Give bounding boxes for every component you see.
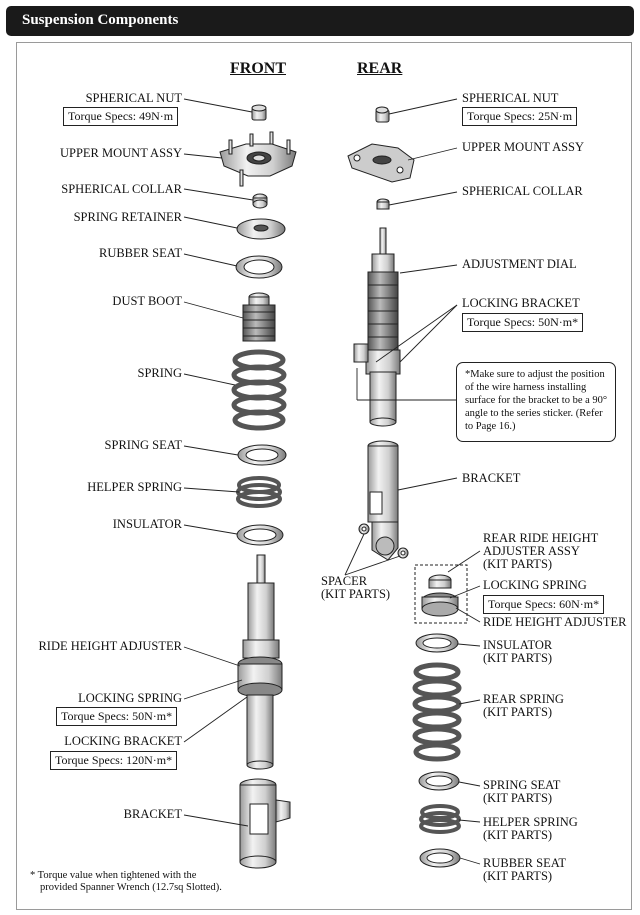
front-spherical-collar bbox=[253, 194, 267, 208]
rear-insulator bbox=[416, 634, 458, 652]
rear-insulator-label-2: (KIT PARTS) bbox=[483, 651, 553, 665]
rear-insulator-label-1: INSULATOR bbox=[483, 638, 553, 652]
rear-spherical-nut-torque: Torque Specs: 25N·m bbox=[462, 107, 577, 126]
rear-rubber-seat-label-1: RUBBER SEAT bbox=[483, 856, 567, 870]
rear-spring-seat-label-2: (KIT PARTS) bbox=[483, 791, 553, 805]
front-ride-height-adjuster-label: RIDE HEIGHT ADJUSTER bbox=[38, 639, 182, 653]
rear-spacer-label-1: SPACER bbox=[321, 574, 368, 588]
front-locking-bracket-label: LOCKING BRACKET bbox=[64, 734, 182, 748]
front-spring-seat bbox=[238, 445, 286, 465]
rear-ride-height-adjuster-assy-label-1: REAR RIDE HEIGHT bbox=[483, 531, 599, 545]
front-dust-boot-label: DUST BOOT bbox=[112, 294, 182, 308]
front-rubber-seat bbox=[236, 256, 282, 278]
front-spring bbox=[234, 352, 284, 428]
rear-helper-spring-label-2: (KIT PARTS) bbox=[483, 828, 553, 842]
front-helper-spring-label: HELPER SPRING bbox=[87, 480, 182, 494]
rear-upper-mount bbox=[348, 144, 414, 182]
front-locking-bracket-torque: Torque Specs: 120N·m* bbox=[50, 751, 177, 770]
footnote-line-1: * Torque value when tightened with the bbox=[30, 870, 197, 881]
rear-ride-height-adjuster-assy-label-2: ADJUSTER ASSY bbox=[483, 544, 580, 558]
front-spring-retainer bbox=[237, 219, 285, 239]
rear-spring bbox=[415, 665, 459, 759]
footnote-line-2: provided Spanner Wrench (12.7sq Slotted). bbox=[40, 882, 222, 893]
torque-footnote bbox=[30, 870, 222, 894]
front-locking-spring-label: LOCKING SPRING bbox=[78, 691, 182, 705]
rear-shock-upper bbox=[354, 228, 400, 426]
page-title: Suspension Components bbox=[22, 12, 179, 28]
rear-spherical-collar-label: SPHERICAL COLLAR bbox=[462, 184, 583, 198]
front-bracket-label: BRACKET bbox=[123, 807, 182, 821]
front-bracket bbox=[240, 779, 290, 868]
rear-rubber-seat-label-2: (KIT PARTS) bbox=[483, 869, 553, 883]
front-upper-mount bbox=[220, 132, 296, 186]
rear-spring-seat-label-1: SPRING SEAT bbox=[483, 778, 561, 792]
rear-spherical-nut bbox=[376, 107, 389, 122]
rear-helper-spring bbox=[421, 806, 459, 832]
rear-spring-label-2: (KIT PARTS) bbox=[483, 705, 553, 719]
rear-locking-bracket-label: LOCKING BRACKET bbox=[462, 296, 580, 310]
rear-bracket-label: BRACKET bbox=[462, 471, 521, 485]
front-spring-label: SPRING bbox=[137, 366, 182, 380]
rear-locking-spring-label: LOCKING SPRING bbox=[483, 578, 587, 592]
front-rubber-seat-label: RUBBER SEAT bbox=[98, 246, 182, 260]
rear-ride-height-adjuster-assy-label-3: (KIT PARTS) bbox=[483, 557, 553, 571]
rear-bracket bbox=[368, 441, 398, 560]
front-spherical-collar-label: SPHERICAL COLLAR bbox=[61, 182, 182, 196]
front-insulator bbox=[237, 525, 283, 545]
rear-locking-spring-torque: Torque Specs: 60N·m* bbox=[483, 595, 604, 614]
harness-position-note: *Make sure to adjust the position of the wire harness installing surface for the bracket to be a 90° angle to the series sticker. (Refer to Page 16.) bbox=[456, 362, 616, 442]
front-upper-mount-label: UPPER MOUNT ASSY bbox=[59, 146, 182, 160]
rear-ride-height-adjuster-label: RIDE HEIGHT ADJUSTER bbox=[483, 615, 627, 629]
front-column-title: FRONT bbox=[230, 60, 286, 77]
front-shock-body bbox=[238, 555, 282, 769]
front-helper-spring bbox=[238, 478, 280, 506]
front-locking-spring-torque: Torque Specs: 50N·m* bbox=[56, 707, 177, 726]
leader-lines bbox=[184, 99, 480, 864]
rear-spring-seat bbox=[419, 772, 459, 790]
rear-spherical-collar bbox=[377, 199, 389, 209]
front-spring-seat-label: SPRING SEAT bbox=[104, 438, 182, 452]
rear-locking-bracket-torque: Torque Specs: 50N·m* bbox=[462, 313, 583, 332]
rear-adjustment-dial-label: ADJUSTMENT DIAL bbox=[462, 257, 577, 271]
front-spherical-nut-label: SPHERICAL NUT bbox=[85, 91, 182, 105]
front-spring-retainer-label: SPRING RETAINER bbox=[73, 210, 182, 224]
rear-spacer-label-2: (KIT PARTS) bbox=[321, 587, 391, 601]
rear-spherical-nut-label: SPHERICAL NUT bbox=[462, 91, 559, 105]
rear-helper-spring-label-1: HELPER SPRING bbox=[483, 815, 578, 829]
front-spherical-nut-torque: Torque Specs: 49N·m bbox=[63, 107, 178, 126]
rear-spring-label-1: REAR SPRING bbox=[483, 692, 564, 706]
front-insulator-label: INSULATOR bbox=[112, 517, 182, 531]
rear-upper-mount-label: UPPER MOUNT ASSY bbox=[462, 140, 585, 154]
rear-rubber-seat bbox=[420, 849, 460, 867]
front-parts bbox=[220, 105, 296, 868]
front-spherical-nut bbox=[252, 105, 266, 120]
front-dust-boot bbox=[243, 293, 275, 341]
rear-parts bbox=[348, 107, 467, 867]
rear-column-title: REAR bbox=[357, 60, 403, 77]
